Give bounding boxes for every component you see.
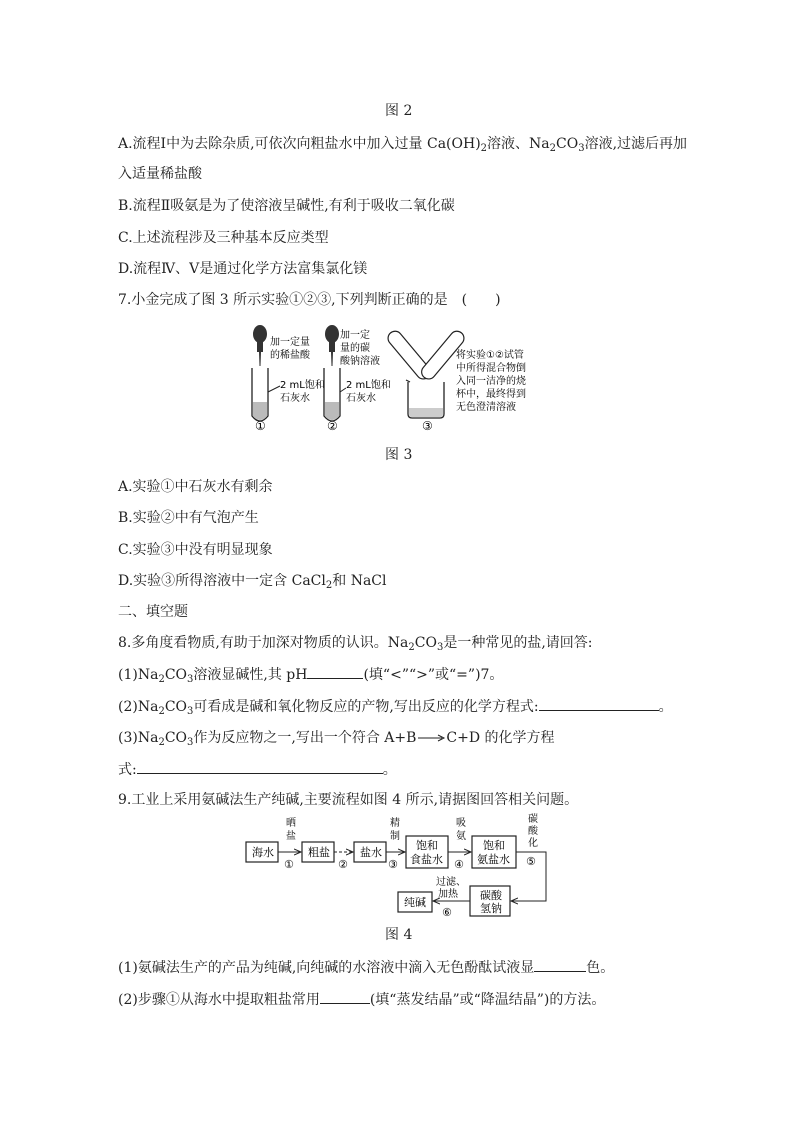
t2-label-line3: 酸钠溶液 bbox=[340, 356, 380, 367]
t2-solution-line2: 石灰水 bbox=[346, 393, 376, 404]
step5-label-c: 化 bbox=[528, 838, 538, 849]
box-saturated-salt-label-1: 饱和 bbox=[416, 839, 438, 852]
step3-label-b: 制 bbox=[390, 831, 400, 842]
q7-option-b: B.实验②中有气泡产生 bbox=[118, 510, 259, 526]
step5-number: ⑤ bbox=[526, 855, 536, 868]
t3-note-line3: 入同一洁净的烧 bbox=[456, 376, 526, 387]
step1-number: ① bbox=[284, 858, 294, 871]
figure-3-caption: 图 3 bbox=[385, 447, 413, 463]
t2-label-line2: 量的碳 bbox=[340, 343, 370, 354]
reaction-arrow-icon bbox=[416, 733, 446, 743]
figure-4-caption: 图 4 bbox=[385, 927, 413, 943]
step5-label-b: 酸 bbox=[528, 826, 538, 837]
t3-note-line2: 中所得混合物倒 bbox=[456, 363, 526, 374]
t1-label-line2: 的稀盐酸 bbox=[270, 350, 310, 361]
box-seawater-label: 海水 bbox=[252, 846, 274, 859]
step6-label-a: 过滤、 bbox=[436, 877, 466, 888]
t2-solution-line1: 2 mL饱和 bbox=[346, 380, 391, 391]
t2-number: ② bbox=[327, 419, 338, 433]
tilted-tubes bbox=[385, 328, 467, 381]
q7-option-a: A.实验①中石灰水有剩余 bbox=[118, 479, 273, 495]
figure-4-flowchart bbox=[244, 812, 554, 920]
step4-label-b: 氨 bbox=[456, 831, 466, 842]
q6-option-a: A.流程Ⅰ中为去除杂质,可依次向粗盐水中加入过量 $Ca(OH)_2$溶液、$Na_2CO_3$溶液,过滤后再加 bbox=[118, 136, 688, 154]
t1-number: ① bbox=[255, 419, 266, 433]
q7-option-c: C.实验③中没有明显现象 bbox=[118, 542, 273, 558]
figure-3-experiment bbox=[240, 322, 560, 438]
q9-p2-answer-blank[interactable] bbox=[320, 989, 370, 1004]
t2-label-line1: 加一定 bbox=[340, 330, 370, 341]
step4-label-a: 吸 bbox=[456, 818, 466, 829]
step6-number: ⑥ bbox=[442, 906, 452, 919]
box-bicarbonate-label-2: 氢钠 bbox=[480, 902, 502, 915]
q7-option-d: D.实验③所得溶液中一定含 CaCl$_2$和 NaCl bbox=[118, 573, 387, 591]
t3-note-line4: 杯中，最终得到 bbox=[456, 389, 526, 400]
q9-part-1: (1)氨碱法生产的产品为纯碱,向纯碱的水溶液中滴入无色酚酞试液显 色。 bbox=[118, 957, 614, 978]
box-bicarbonate-label-1: 碳酸 bbox=[480, 889, 502, 902]
t3-note-line5: 无色澄清溶液 bbox=[456, 402, 516, 413]
step3-number: ③ bbox=[388, 858, 398, 871]
step4-number: ④ bbox=[454, 858, 464, 871]
t3-note-line1: 将实验①②试管 bbox=[456, 350, 524, 361]
step6-label-b: 加热 bbox=[438, 889, 458, 900]
t1-label-line1: 加一定量 bbox=[270, 337, 310, 348]
box-crude-salt-label: 粗盐 bbox=[308, 846, 330, 859]
q6-option-b: B.流程Ⅱ吸氨是为了使溶液呈碱性,有利于吸收二氧化碳 bbox=[118, 198, 455, 214]
q8-part-3: $(3)Na_2CO_3$作为反应物之一,写出一个符合 A+B C+D 的化学方程 bbox=[118, 730, 555, 748]
q8-part-2: $(2)Na_2CO_3$可看成是碱和氧化物反应的产物,写出反应的化学方程式: 。 bbox=[118, 696, 673, 722]
t1-solution-line1: 2 mL饱和 bbox=[280, 380, 325, 391]
beaker bbox=[406, 380, 444, 418]
q9-stem: 9.工业上采用氨碱法生产纯碱,主要流程如图 4 所示,请据图回答相关问题。 bbox=[118, 792, 579, 808]
box-saturated-ammonia-label-2: 氨盐水 bbox=[477, 853, 510, 866]
step2-number: ② bbox=[338, 858, 348, 871]
step3-label-a: 精 bbox=[390, 818, 400, 829]
q6-option-c: C.上述流程涉及三种基本反应类型 bbox=[118, 230, 329, 246]
step5-label-a: 碳 bbox=[528, 814, 538, 825]
figure-2-caption: 图 2 bbox=[385, 103, 413, 119]
q8-p1-answer-blank[interactable] bbox=[307, 664, 363, 679]
q9-p1-answer-blank[interactable] bbox=[534, 957, 586, 972]
box-soda-ash-label: 纯碱 bbox=[404, 896, 426, 909]
q8-p2-answer-blank[interactable] bbox=[539, 696, 659, 711]
q6-option-a-continued: 入适量稀盐酸 bbox=[118, 166, 202, 182]
step1-label-b: 盐 bbox=[286, 831, 296, 842]
q7-stem: 7.小金完成了图 3 所示实验①②③,下列判断正确的是 ( ) bbox=[118, 292, 501, 308]
box-saturated-salt-label-2: 食盐水 bbox=[410, 853, 443, 866]
section-heading-fill-in: 二、填空题 bbox=[118, 604, 188, 620]
box-brine-label: 盐水 bbox=[360, 846, 382, 859]
q8-part-1: $(1)Na_2CO_3$溶液显碱性,其 pH (填“<”“>”或“=”)7。 bbox=[118, 664, 503, 690]
step1-label-a: 晒 bbox=[286, 818, 296, 829]
q8-stem: 8.多角度看物质,有助于加深对物质的认识。$Na_2CO_3$是一种常见的盐,请回答: bbox=[118, 635, 593, 653]
t3-number: ③ bbox=[422, 419, 433, 433]
q8-part-3-continued: 式: 。 bbox=[118, 759, 397, 780]
q6-option-d: D.流程Ⅳ、Ⅴ是通过化学方法富集氯化镁 bbox=[118, 261, 368, 277]
q8-p3-answer-blank[interactable] bbox=[137, 759, 383, 774]
q9-part-2: (2)步骤①从海水中提取粗盐常用 (填“蒸发结晶”或“降温结晶”)的方法。 bbox=[118, 989, 605, 1010]
box-saturated-ammonia-label-1: 饱和 bbox=[483, 839, 505, 852]
t1-solution-line2: 石灰水 bbox=[280, 393, 310, 404]
